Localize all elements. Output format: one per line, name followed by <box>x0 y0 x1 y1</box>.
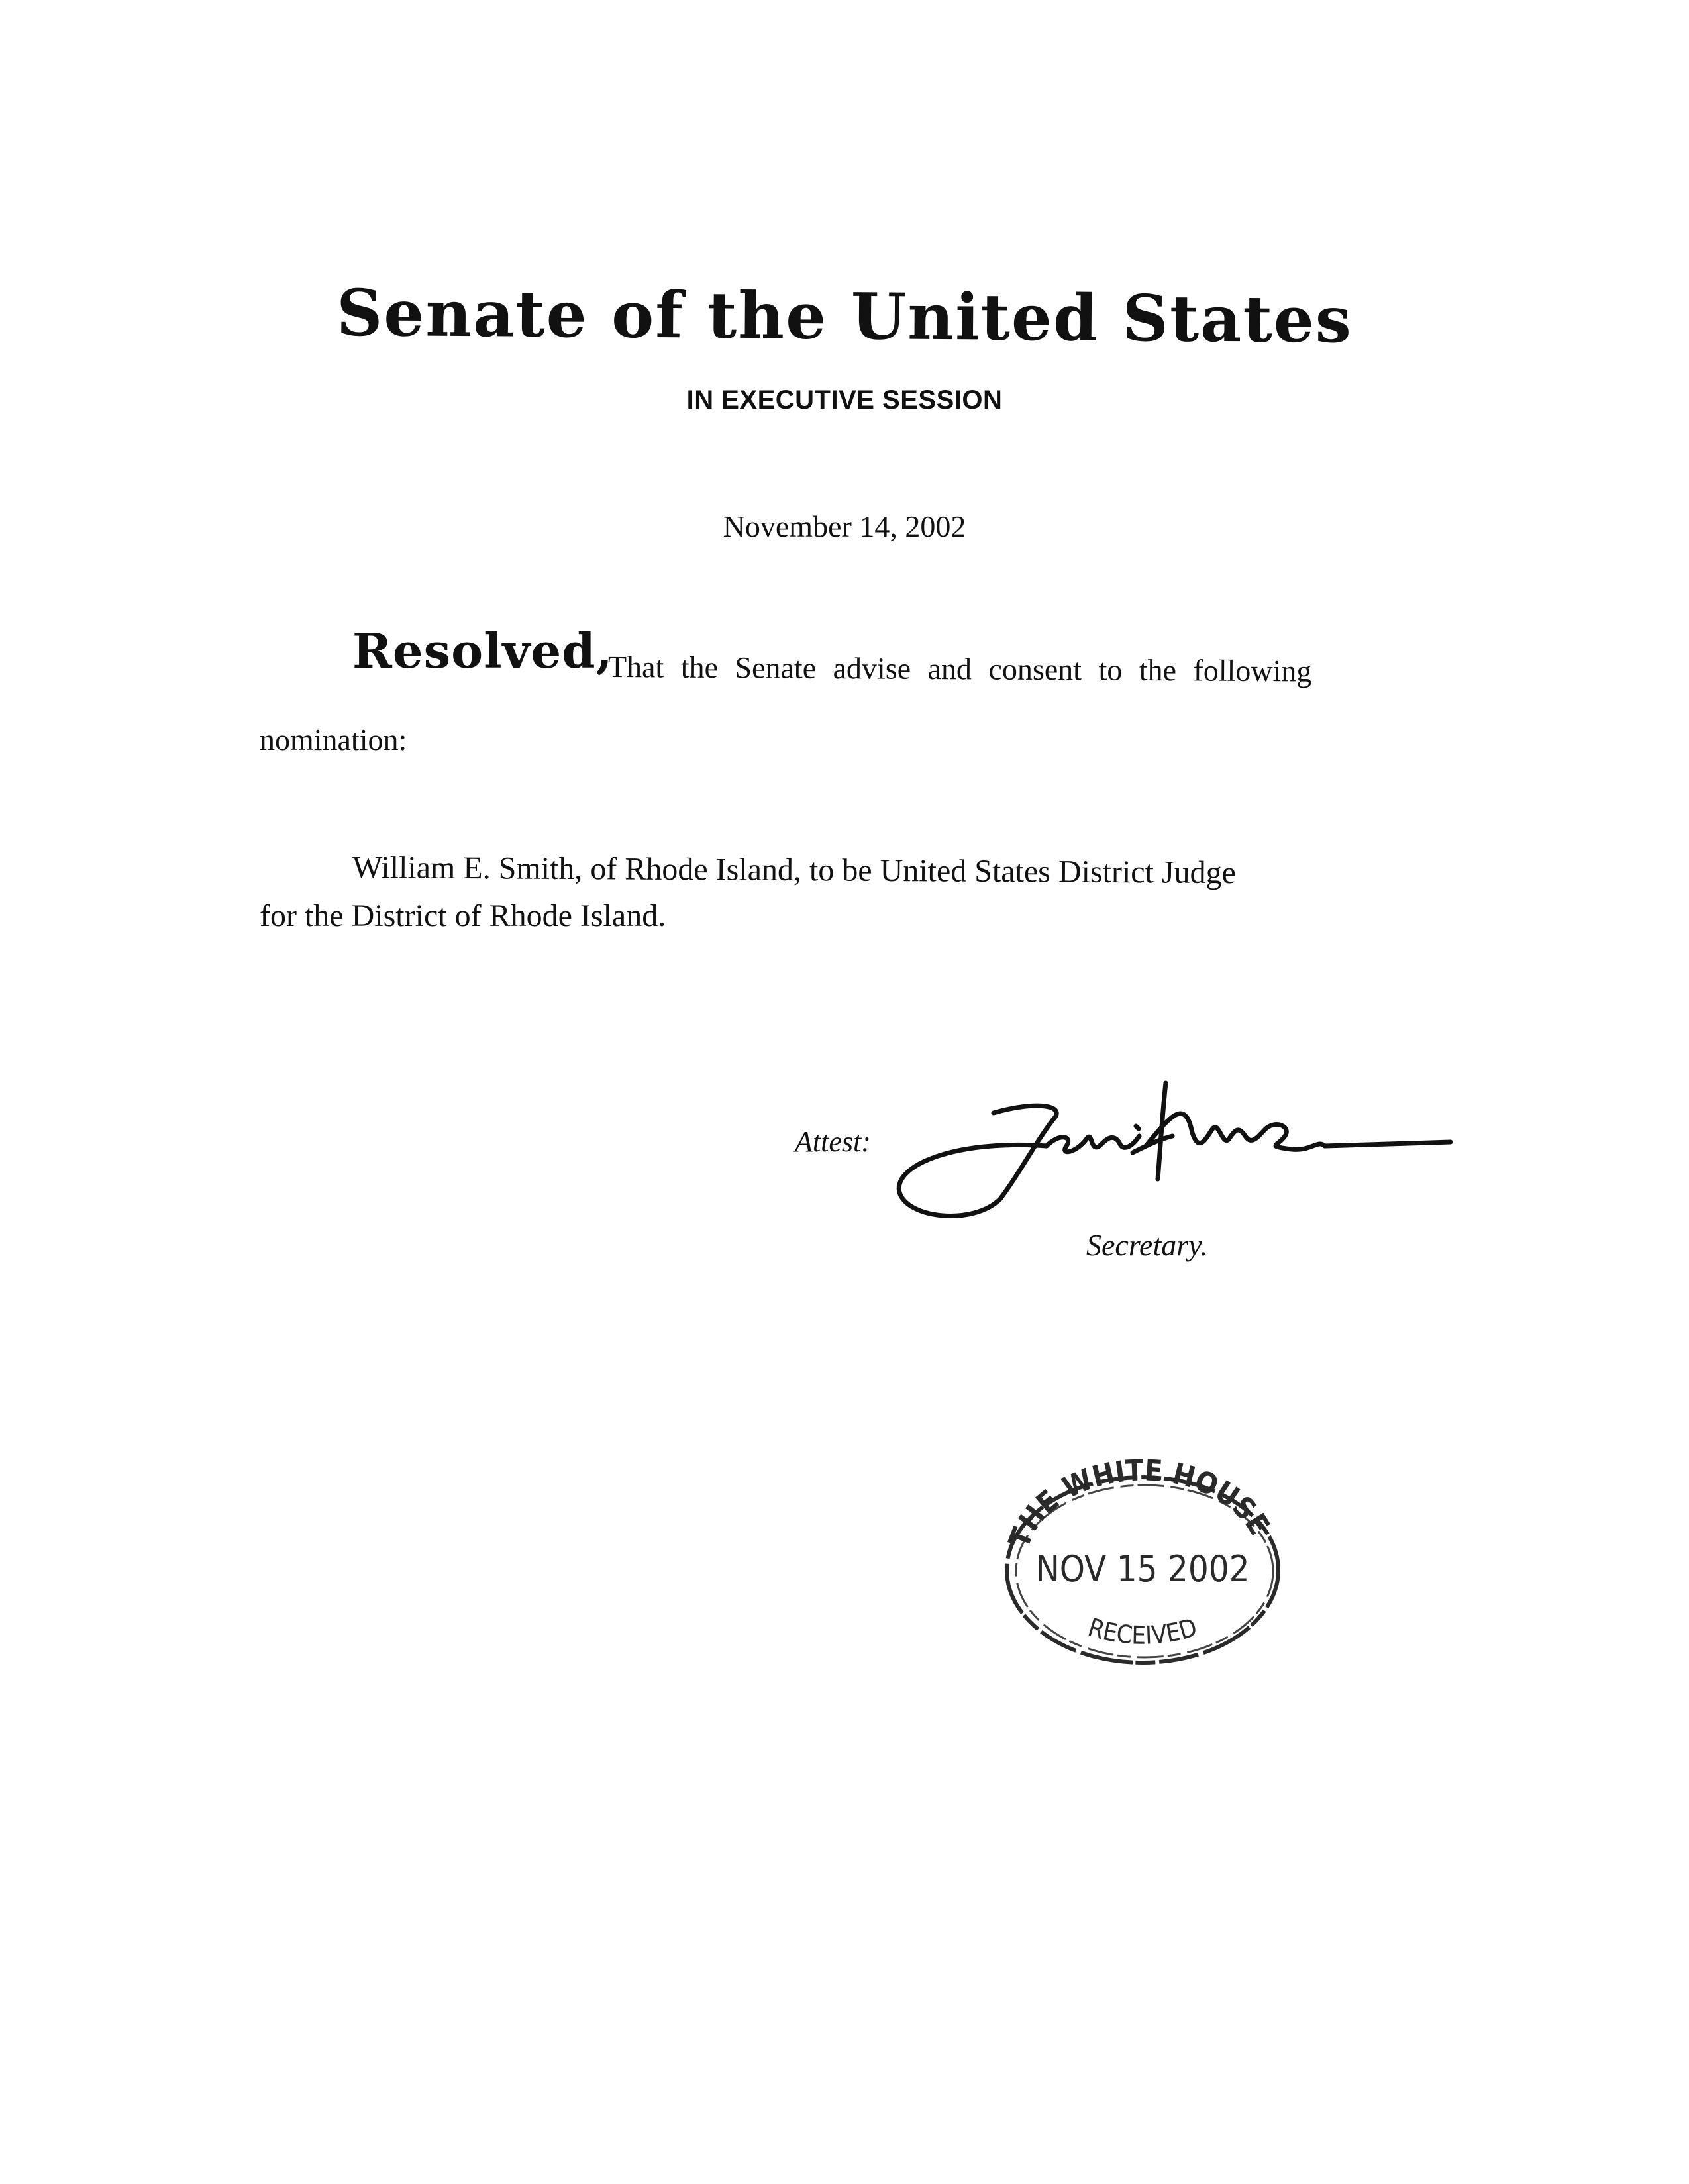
session-subtitle: IN EXECUTIVE SESSION <box>686 386 1003 415</box>
resolution-text-line-2: nomination: <box>260 723 407 756</box>
handwritten-signature <box>894 1073 1457 1225</box>
resolution-text-line-1: That the Senate advise and consent to the following <box>607 650 1312 688</box>
white-house-received-stamp <box>980 1457 1298 1676</box>
stamp-top-text: THE WHITE HOUSE <box>1002 1457 1276 1553</box>
attest-label: Attest: <box>795 1125 871 1158</box>
document-title: Senate of the United States <box>336 275 1353 358</box>
secretary-title: Secretary. <box>1086 1228 1208 1262</box>
nomination-line-1: William E. Smith, of Rhode Island, to be United States District Judge <box>352 850 1237 891</box>
stamp-bottom-text: RECEIVED <box>1084 1612 1201 1650</box>
document-date: November 14, 2002 <box>723 509 966 543</box>
nomination-line-2: for the District of Rhode Island. <box>260 898 666 933</box>
resolved-heading: Resolved, <box>352 623 613 679</box>
stamp-date: NOV 15 2002 <box>1035 1548 1250 1590</box>
